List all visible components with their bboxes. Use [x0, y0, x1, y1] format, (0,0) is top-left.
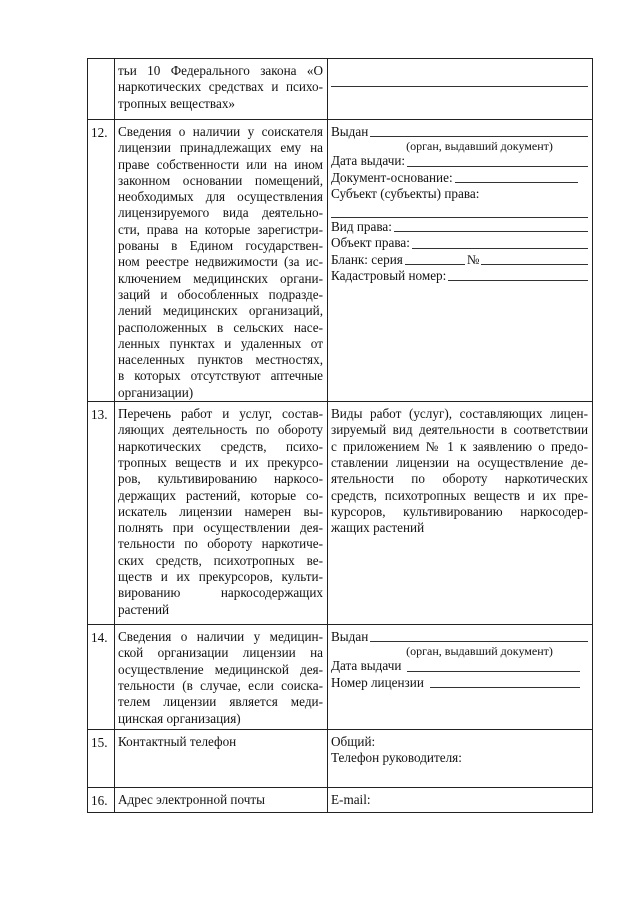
- text-line: ключением медицинских органи-: [118, 270, 323, 286]
- row-number-cell: [88, 59, 115, 120]
- row-number-cell: [88, 788, 115, 813]
- cadastral-number-field[interactable]: [448, 268, 588, 281]
- text-line: ленных пунктах и удаленных от: [118, 335, 323, 351]
- text-line: ских средств, психотропных ве-: [118, 552, 323, 568]
- row-number: 15.: [91, 735, 108, 751]
- text-line: тьи 10 Федерального закона «О: [118, 63, 323, 78]
- table-row: [88, 120, 593, 402]
- text-line: Сведения о наличии у соискателя: [118, 124, 323, 139]
- text-line: Сведения о наличии у медицин-: [118, 629, 323, 645]
- text-line: ществ и их прекурсоров, культи-: [118, 569, 323, 585]
- license-number-label: Номер лицензии: [331, 674, 424, 690]
- text-line: телем лицензии является меди-: [118, 694, 323, 710]
- issued-label: Выдан: [331, 124, 369, 139]
- text-line: законном основании помещений,: [118, 172, 323, 188]
- question-text: [115, 402, 327, 618]
- text-line: тропных веществах»: [118, 95, 236, 111]
- table-row: [88, 788, 593, 813]
- right-subject-field[interactable]: [331, 202, 588, 218]
- text-line: Перечень работ и услуг, состав-: [118, 406, 323, 422]
- answer-cell: [328, 730, 593, 788]
- email-label: E-mail:: [331, 792, 371, 808]
- text-line: рованы в Едином государствен-: [118, 238, 323, 254]
- question-cell: [115, 120, 328, 402]
- text-line: жащих растений: [331, 520, 425, 536]
- text-line: тельности (в случае, если соиска-: [118, 677, 323, 693]
- question-text: [115, 120, 327, 401]
- text-line: необходимых для осуществления: [118, 189, 323, 205]
- form-series-label: Бланк: серия: [331, 251, 403, 267]
- issued-caption: (орган, выдавший документ): [406, 644, 553, 659]
- blank-line[interactable]: [331, 71, 588, 87]
- question-cell: [115, 625, 328, 730]
- form-number-label: №: [466, 251, 480, 267]
- application-form-table: [87, 58, 593, 813]
- issued-caption: (орган, выдавший документ): [406, 139, 553, 154]
- text-line: курсоров, культивированию наркосодер-: [331, 503, 588, 519]
- cadastral-number-label: Кадастровый номер:: [331, 268, 447, 284]
- issue-date-field[interactable]: [407, 154, 588, 167]
- text-line: наркотических средств, психо-: [118, 438, 323, 454]
- right-subject-label: Субъект (субъекты) права:: [331, 185, 480, 201]
- answer-cell: [328, 625, 593, 730]
- row-number: 14.: [91, 630, 108, 646]
- text-line: вированию наркосодержащих: [118, 585, 323, 601]
- question-text: [115, 625, 327, 727]
- text-line: зируемый вид деятельности в соответствии: [331, 422, 588, 438]
- row-number: 13.: [91, 407, 108, 423]
- question-cell: [115, 730, 328, 788]
- basis-document-label: Документ-основание:: [331, 169, 453, 185]
- text-line: в которых отсутствуют аптечные: [118, 368, 323, 384]
- basis-document-field[interactable]: [455, 170, 578, 183]
- text-line: ятельности по обороту наркотических: [331, 471, 588, 487]
- issued-field[interactable]: [370, 629, 588, 642]
- text-line: с приложением № 1 к заявлению о предо-: [331, 438, 588, 454]
- question-cell: [115, 402, 328, 625]
- text-line: полнять при осуществлении дея-: [118, 520, 323, 536]
- row-number-cell: [88, 625, 115, 730]
- text-line: осуществление медицинской дея-: [118, 661, 323, 677]
- head-phone-label: Телефон руководителя:: [331, 750, 462, 766]
- text-line: лений медицинских организаций,: [118, 303, 323, 319]
- text-line: лицензируемого вида деятельно-: [118, 205, 323, 221]
- row-number: 16.: [91, 793, 108, 809]
- issue-date-label: Дата выдачи:: [331, 153, 406, 169]
- form-number-field[interactable]: [481, 252, 588, 265]
- license-number-field[interactable]: [430, 675, 580, 688]
- question-text: [115, 59, 327, 112]
- right-type-field[interactable]: [394, 219, 588, 232]
- text-line: ской организации лицензии на: [118, 645, 323, 661]
- general-phone-label: Общий:: [331, 734, 376, 750]
- right-object-label: Объект права:: [331, 235, 410, 251]
- row-number-cell: [88, 402, 115, 625]
- issue-date-label: Дата выдачи: [331, 658, 402, 674]
- text-line: организации): [118, 384, 194, 400]
- text-line: тельности по обороту наркотиче-: [118, 536, 323, 552]
- question-cell: [115, 788, 328, 813]
- text-line: ров, культивированию наркосо-: [118, 471, 323, 487]
- right-object-field[interactable]: [412, 236, 588, 249]
- text-line: растений: [118, 601, 170, 617]
- question-text: Контактный телефон: [118, 734, 237, 750]
- row-number-cell: [88, 120, 115, 402]
- text-line: ставлении лицензии на осуществление де-: [331, 454, 588, 470]
- text-line: сти, права на которые зарегистри-: [118, 221, 323, 237]
- text-line: праве собственности или на ином: [118, 156, 323, 172]
- answer-cell: [328, 120, 593, 402]
- text-line: ном реестре недвижимости (за ис-: [118, 254, 323, 270]
- issued-field[interactable]: [370, 124, 588, 137]
- text-line: наркотических средствах и психо-: [118, 79, 323, 95]
- text-line: искатель лицензии намерен вы-: [118, 503, 323, 519]
- answer-cell: [328, 59, 593, 120]
- form-series-field[interactable]: [405, 252, 465, 265]
- text-line: заций и обособленных подразде-: [118, 286, 323, 302]
- question-text: Адрес электронной почты: [118, 792, 265, 808]
- table-row: [88, 625, 593, 730]
- issued-label: Выдан: [331, 629, 369, 645]
- text-line: лицензии принадлежащих ему на: [118, 140, 323, 156]
- answer-cell: [328, 402, 593, 625]
- text-line: средств, психотропных веществ и их пре-: [331, 487, 588, 503]
- text-line: ляющих деятельность по обороту: [118, 422, 323, 438]
- answer-cell: [328, 788, 593, 813]
- text-line: цинская организация): [118, 710, 241, 726]
- question-cell: [115, 59, 328, 120]
- table-row: [88, 730, 593, 788]
- table-row: [88, 59, 593, 120]
- text-line: населенных пунктов местностях,: [118, 352, 323, 368]
- row-number: 12.: [91, 125, 108, 140]
- text-line: расположенных в сельских насе-: [118, 319, 323, 335]
- issue-date-field[interactable]: [407, 659, 580, 672]
- table-row: [88, 402, 593, 625]
- text-line: тропных веществ и их прекурсо-: [118, 454, 323, 470]
- answer-text: [328, 402, 592, 536]
- right-type-label: Вид права:: [331, 219, 392, 235]
- text-line: держащих растений, которые со-: [118, 487, 323, 503]
- row-number-cell: [88, 730, 115, 788]
- text-line: Виды работ (услуг), составляющих лицен-: [331, 406, 588, 422]
